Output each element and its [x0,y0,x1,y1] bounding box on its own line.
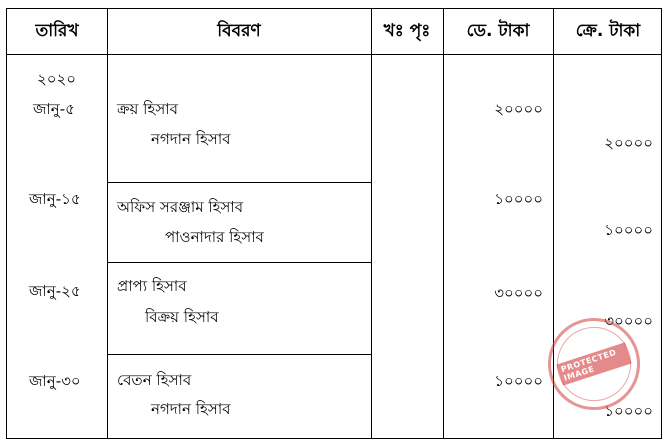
entry-debit-amount: ১০০০০ [494,372,543,390]
entry-debit-account: ক্রয় হিসাব [117,100,178,118]
year-label: ২০২০ [37,70,77,88]
stamp-text: PROTECTED IMAGE [556,342,631,385]
entry-credit-amount: ১০০০০ [604,221,653,239]
row-divider [107,262,372,263]
header-date: তারিখ [35,20,79,41]
entry-credit-amount: ২০০০০ [604,134,653,152]
column-divider [371,9,372,438]
entry-credit-amount: ৩০০০০ [604,312,653,330]
header-ledger-folio: খঃ পৃঃ [383,20,431,41]
header-description: বিবরণ [217,20,261,41]
entry-credit-amount: ১০০০০ [604,402,653,420]
header-credit: ক্রে. টাকা [575,20,641,41]
entry-debit-amount: ৩০০০০ [494,284,543,302]
entry-debit-account: প্রাপ্য হিসাব [117,277,187,295]
header-debit: ডে. টাকা [466,20,530,41]
entry-debit-account: বেতন হিসাব [117,371,192,389]
entry-credit-account: বিক্রয় হিসাব [145,308,219,326]
entry-date: জানু-২৫ [29,282,81,300]
entry-date: জানু-১৫ [29,190,81,208]
row-divider [107,354,372,355]
entry-credit-account: নগদান হিসাব [151,130,231,148]
column-divider [107,9,108,438]
header-divider [7,54,661,55]
row-divider [107,182,372,183]
entry-credit-account: নগদান হিসাব [151,400,231,418]
entry-debit-account: অফিস সরঞ্জাম হিসাব [117,198,244,216]
column-divider [443,9,444,438]
entry-date: জানু-৫ [33,100,75,118]
entry-date: জানু-৩০ [29,372,81,390]
entry-debit-amount: ১০০০০ [494,190,543,208]
entry-debit-amount: ২০০০০ [494,100,543,118]
stamp-inner-ring [547,317,640,410]
entry-credit-account: পাওনাদার হিসাব [165,228,264,246]
